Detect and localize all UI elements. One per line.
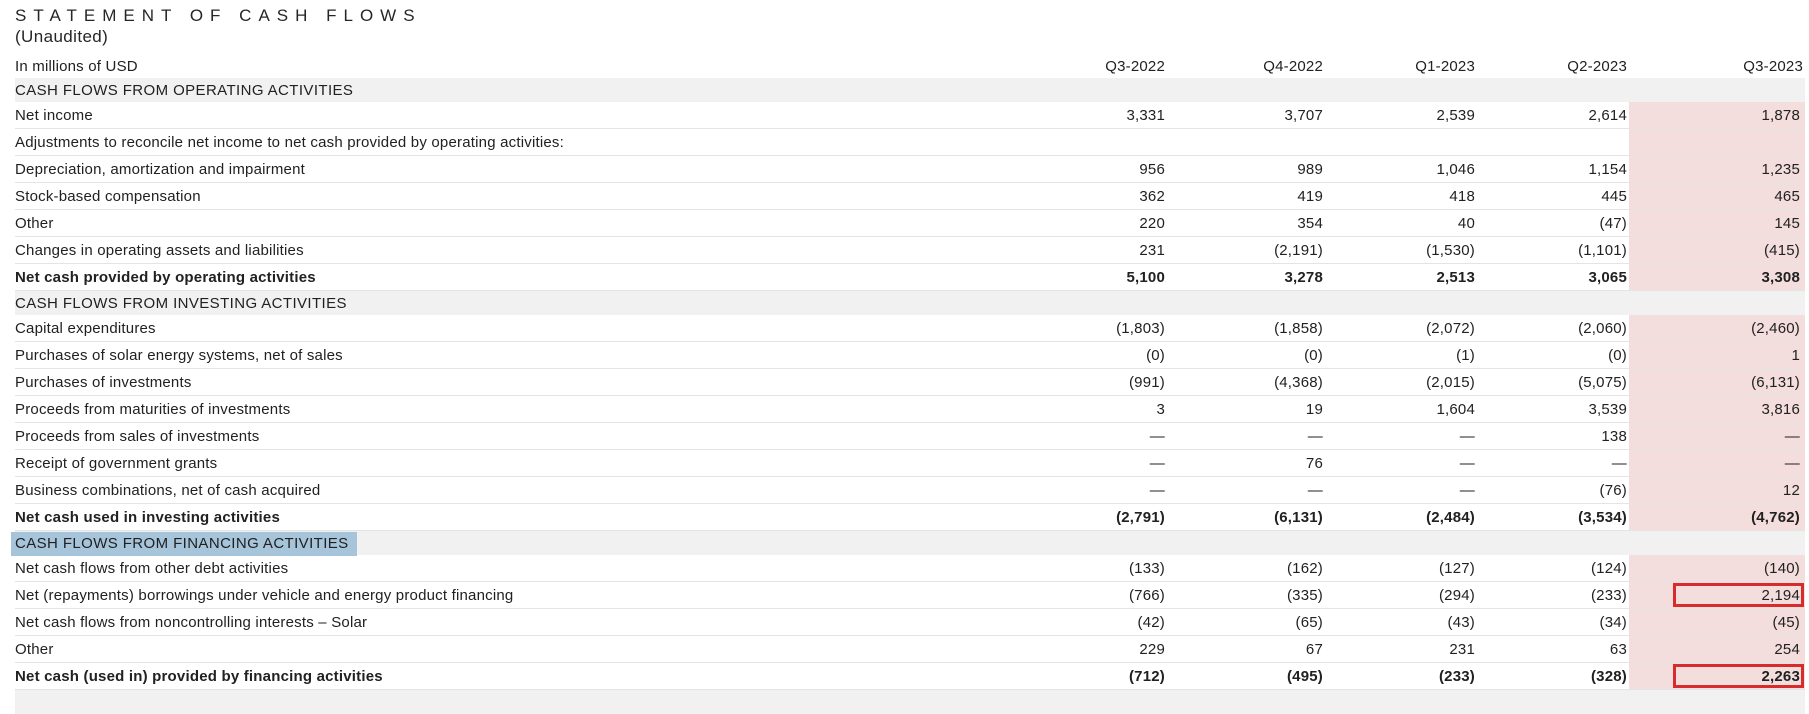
cell-value: 3,278 [1284,268,1323,286]
table-row [15,555,1805,582]
total-row [15,264,1805,291]
cell-value: 354 [1297,214,1323,232]
cell-q1-2023 [1325,690,1477,714]
row-label [15,535,1015,552]
cell-q1-2023 [1325,609,1477,635]
row-label: Net income [15,106,93,124]
cell-q3-2023 [1629,609,1805,635]
cell-value: — [1459,427,1475,445]
cell-value: (2,484) [1426,508,1475,526]
cell-q3-2022 [1015,690,1167,714]
cell-value: 254 [1774,640,1800,658]
cell-q1-2023 [1325,450,1477,476]
cell-q3-2022 [1015,291,1167,315]
cell-value: (1) [1456,346,1475,364]
cell-value: 3,707 [1284,106,1323,124]
cell-q1-2023 [1325,264,1477,290]
cell-q3-2023 [1629,531,1805,555]
cell-q3-2022 [1015,102,1167,128]
cell-q2-2023 [1477,477,1629,503]
cell-value: 1,154 [1588,160,1627,178]
cell-value: — [1459,454,1475,472]
cell-value: (2,191) [1274,241,1323,259]
table-row [15,450,1805,477]
cell-q2-2023 [1477,129,1629,155]
cell-q2-2023 [1477,264,1629,290]
cell-value: (233) [1590,586,1627,604]
cell-value: 3,539 [1588,400,1627,418]
cell-value: (0) [1146,346,1165,364]
row-label: Adjustments to reconcile net income to net cash provided by operating activities: [15,133,564,151]
row-label: Changes in operating assets and liabilities [15,241,304,259]
cell-q3-2022 [1015,264,1167,290]
cell-value: (133) [1128,559,1165,577]
cell-value: (3,534) [1578,508,1627,526]
cell-q2-2023 [1477,450,1629,476]
page-subtitle: (Unaudited) [15,27,109,46]
cash-flow-table [15,55,1805,714]
cell-q4-2022 [1167,78,1325,102]
cell-q1-2023 [1325,369,1477,395]
cell-value: (1,101) [1578,241,1627,259]
cell-value: — [1459,481,1475,499]
cell-q1-2023 [1325,636,1477,662]
cell-q4-2022 [1167,291,1325,315]
cell-q3-2023 [1629,504,1805,530]
cell-value: (1,858) [1274,319,1323,337]
cell-value: (34) [1599,613,1627,631]
cell-q3-2023 [1629,582,1805,608]
cell-q3-2023 [1629,342,1805,368]
table-row [15,369,1805,396]
row-label: Business combinations, net of cash acquired [15,481,321,499]
section-row [15,291,1805,315]
cell-value: — [1149,427,1165,445]
cell-q3-2022 [1015,609,1167,635]
cell-q4-2022 [1167,342,1325,368]
cell-q2-2023 [1477,504,1629,530]
cell-value: 220 [1139,214,1165,232]
row-label: Net cash provided by operating activities [15,268,316,286]
cell-q2-2023 [1477,156,1629,182]
row-label: Other [15,640,54,658]
red-annotation-box [1673,664,1804,688]
cell-value: (2,072) [1426,319,1475,337]
cell-q3-2023 [1629,315,1805,341]
cell-q4-2022 [1167,636,1325,662]
unit-label: In millions of USD [15,58,138,75]
cell-value: (415) [1763,241,1800,259]
cell-q3-2022 [1015,504,1167,530]
cell-q1-2023 [1325,129,1477,155]
cell-q3-2023 [1629,78,1805,102]
cell-q1-2023 [1325,315,1477,341]
row-label: CASH FLOWS FROM OPERATING ACTIVITIES [15,81,354,99]
table-row [15,477,1805,504]
cell-value: 2,513 [1436,268,1475,286]
column-header-q3-2023: Q3-2023 [1743,58,1803,75]
red-annotation-box [1673,583,1804,607]
cell-value: (47) [1599,214,1627,232]
row-label: Net cash flows from noncontrolling interests – Solar [15,613,368,631]
cell-value: — [1149,454,1165,472]
cell-value: 2,539 [1436,106,1475,124]
cell-q2-2023 [1477,531,1629,555]
table-row [15,210,1805,237]
cell-q3-2023 [1629,396,1805,422]
cell-value: 40 [1457,214,1475,232]
cell-value: — [1784,427,1800,445]
column-header-q4-2022: Q4-2022 [1263,58,1323,75]
table-row [15,609,1805,636]
table-row [15,396,1805,423]
table-row [15,129,1805,156]
cell-value: (335) [1286,586,1323,604]
cell-value: (4,762) [1751,508,1800,526]
cell-q2-2023 [1477,555,1629,581]
cell-q1-2023 [1325,156,1477,182]
cell-q1-2023 [1325,102,1477,128]
cell-q4-2022 [1167,369,1325,395]
cell-q1-2023 [1325,423,1477,449]
row-label: Net cash (used in) provided by financing activities [15,667,383,685]
cell-q1-2023 [1325,183,1477,209]
cell-q4-2022 [1167,129,1325,155]
cell-value: 231 [1139,241,1165,259]
cell-q2-2023 [1477,102,1629,128]
row-label: Purchases of solar energy systems, net of sales [15,346,343,364]
cell-value: (294) [1438,586,1475,604]
cell-q1-2023 [1325,396,1477,422]
row-label: Other [15,214,54,232]
cell-value: 362 [1139,187,1165,205]
total-row [15,504,1805,531]
cell-value: (124) [1590,559,1627,577]
cell-value: (2,791) [1116,508,1165,526]
row-label: Proceeds from maturities of investments [15,400,291,418]
cell-q2-2023 [1477,636,1629,662]
cell-value: 1,878 [1761,106,1800,124]
cell-q2-2023 [1477,78,1629,102]
cell-q2-2023 [1477,291,1629,315]
cell-q1-2023 [1325,531,1477,555]
cell-value: 445 [1601,187,1627,205]
cell-value: — [1307,427,1323,445]
cell-value: (233) [1438,667,1475,685]
row-label: Net cash used in investing activities [15,508,280,526]
table-body [15,78,1805,714]
section-row [15,78,1805,102]
total-row [15,663,1805,690]
cell-q3-2022 [1015,531,1167,555]
cell-q4-2022 [1167,477,1325,503]
cell-q3-2023 [1629,423,1805,449]
cell-q3-2022 [1015,423,1167,449]
cell-q1-2023 [1325,78,1477,102]
table-row [15,423,1805,450]
cell-q4-2022 [1167,396,1325,422]
cell-q3-2022 [1015,315,1167,341]
cell-value: (2,015) [1426,373,1475,391]
cell-q4-2022 [1167,183,1325,209]
row-label: CASH FLOWS FROM INVESTING ACTIVITIES [15,294,347,312]
cell-q1-2023 [1325,291,1477,315]
cell-value: 3,816 [1761,400,1800,418]
cell-q3-2022 [1015,210,1167,236]
cell-value: 989 [1297,160,1323,178]
cell-value: 2,614 [1588,106,1627,124]
column-header-q3-2022: Q3-2022 [1105,58,1165,75]
section-row [15,531,1805,555]
cell-q1-2023 [1325,555,1477,581]
cell-q3-2022 [1015,237,1167,263]
cell-q2-2023 [1477,663,1629,689]
cell-value: 465 [1774,187,1800,205]
cell-q3-2022 [1015,636,1167,662]
row-label: Purchases of investments [15,373,192,391]
cell-value: 63 [1609,640,1627,658]
cell-q1-2023 [1325,210,1477,236]
cell-q3-2023 [1629,663,1805,689]
cell-q1-2023 [1325,582,1477,608]
cell-value: 419 [1297,187,1323,205]
table-row [15,156,1805,183]
cell-value: 1,604 [1436,400,1475,418]
cell-value: — [1784,454,1800,472]
cell-value: 3,331 [1126,106,1165,124]
cell-value: 5,100 [1126,268,1165,286]
cell-value: 138 [1601,427,1627,445]
cell-value: (1,803) [1116,319,1165,337]
row-label: Net (repayments) borrowings under vehicle and energy product financing [15,586,514,604]
table-row [15,342,1805,369]
cell-value: 3 [1156,400,1165,418]
cell-value: (5,075) [1578,373,1627,391]
cell-q3-2022 [1015,396,1167,422]
cell-value: (140) [1763,559,1800,577]
cell-value: 76 [1305,454,1323,472]
cell-q4-2022 [1167,102,1325,128]
cell-q4-2022 [1167,555,1325,581]
cell-value: — [1149,481,1165,499]
cell-q2-2023 [1477,423,1629,449]
cell-q3-2023 [1629,183,1805,209]
cell-q3-2023 [1629,210,1805,236]
table-row [15,102,1805,129]
cell-value: 2,194 [1761,586,1800,604]
row-label: Receipt of government grants [15,454,218,472]
row-label: Capital expenditures [15,319,156,337]
cell-q3-2022 [1015,183,1167,209]
cell-value: 12 [1782,481,1800,499]
cell-value: 3,308 [1761,268,1800,286]
cell-q4-2022 [1167,423,1325,449]
cell-value: (0) [1304,346,1323,364]
table-row [15,636,1805,663]
cell-q2-2023 [1477,315,1629,341]
cell-value: 1 [1791,346,1800,364]
cell-q3-2022 [1015,342,1167,368]
cell-q3-2022 [1015,582,1167,608]
cell-value: (2,060) [1578,319,1627,337]
table-row [15,315,1805,342]
cell-q4-2022 [1167,156,1325,182]
cell-value: (127) [1438,559,1475,577]
row-label: Stock-based compensation [15,187,201,205]
cell-q3-2023 [1629,129,1805,155]
row-label: Depreciation, amortization and impairment [15,160,305,178]
cell-q3-2023 [1629,102,1805,128]
cell-value: 19 [1305,400,1323,418]
cell-q3-2023 [1629,369,1805,395]
cell-value: (6,131) [1274,508,1323,526]
cell-value: (45) [1772,613,1800,631]
cell-value: — [1611,454,1627,472]
cell-q1-2023 [1325,237,1477,263]
cell-q4-2022 [1167,609,1325,635]
page-title: STATEMENT OF CASH FLOWS [15,6,422,25]
cell-q3-2023 [1629,636,1805,662]
cell-q3-2022 [1015,156,1167,182]
column-header-q2-2023: Q2-2023 [1567,58,1627,75]
cell-value: 2,263 [1761,667,1800,685]
cell-q2-2023 [1477,237,1629,263]
row-label: Proceeds from sales of investments [15,427,260,445]
cell-value: (65) [1295,613,1323,631]
cell-value: — [1307,481,1323,499]
table-row [15,582,1805,609]
cell-q3-2023 [1629,690,1805,714]
cell-value: 229 [1139,640,1165,658]
cell-q4-2022 [1167,504,1325,530]
cell-q3-2022 [1015,477,1167,503]
cell-q2-2023 [1477,210,1629,236]
cell-q4-2022 [1167,531,1325,555]
cell-q3-2023 [1629,477,1805,503]
cell-q3-2022 [1015,129,1167,155]
cell-q3-2023 [1629,555,1805,581]
cell-value: 418 [1449,187,1475,205]
cell-q3-2023 [1629,264,1805,290]
cell-value: (991) [1128,373,1165,391]
column-header-q1-2023: Q1-2023 [1415,58,1475,75]
cell-q3-2023 [1629,291,1805,315]
cell-q2-2023 [1477,582,1629,608]
selection-highlight: CASH FLOWS FROM FINANCING ACTIVITIES [11,532,357,556]
cell-value: 67 [1305,640,1323,658]
cell-q1-2023 [1325,504,1477,530]
cell-q4-2022 [1167,450,1325,476]
table-row [15,237,1805,264]
cell-value: (6,131) [1751,373,1800,391]
cell-q4-2022 [1167,237,1325,263]
cell-value: (2,460) [1751,319,1800,337]
cell-q3-2022 [1015,555,1167,581]
section-row [15,690,1805,714]
cell-q4-2022 [1167,663,1325,689]
cell-q1-2023 [1325,342,1477,368]
cell-q2-2023 [1477,369,1629,395]
cell-q3-2022 [1015,369,1167,395]
cell-value: (0) [1608,346,1627,364]
cell-value: 145 [1774,214,1800,232]
cell-q3-2022 [1015,78,1167,102]
cell-value: 3,065 [1588,268,1627,286]
cell-q4-2022 [1167,582,1325,608]
cell-value: 231 [1449,640,1475,658]
cell-q3-2023 [1629,156,1805,182]
cell-q3-2022 [1015,450,1167,476]
cell-q2-2023 [1477,690,1629,714]
cell-value: 1,235 [1761,160,1800,178]
table-header-row [15,55,1805,78]
cell-q2-2023 [1477,396,1629,422]
cell-value: (162) [1286,559,1323,577]
cell-value: (42) [1137,613,1165,631]
cell-value: 1,046 [1436,160,1475,178]
cell-q3-2022 [1015,663,1167,689]
cell-q1-2023 [1325,477,1477,503]
cell-q3-2023 [1629,450,1805,476]
cell-value: (328) [1590,667,1627,685]
cell-value: (712) [1128,667,1165,685]
cell-q4-2022 [1167,315,1325,341]
cell-value: (495) [1286,667,1323,685]
cell-value: (43) [1447,613,1475,631]
cell-value: (766) [1128,586,1165,604]
cell-q4-2022 [1167,264,1325,290]
cell-q2-2023 [1477,609,1629,635]
cell-q3-2023 [1629,237,1805,263]
cell-value: (4,368) [1274,373,1323,391]
row-label: Net cash flows from other debt activities [15,559,289,577]
cell-q4-2022 [1167,690,1325,714]
table-row [15,183,1805,210]
cell-q2-2023 [1477,183,1629,209]
cell-q4-2022 [1167,210,1325,236]
cell-value: (1,530) [1426,241,1475,259]
cell-q1-2023 [1325,663,1477,689]
cell-value: (76) [1599,481,1627,499]
cell-q2-2023 [1477,342,1629,368]
cell-value: 956 [1139,160,1165,178]
